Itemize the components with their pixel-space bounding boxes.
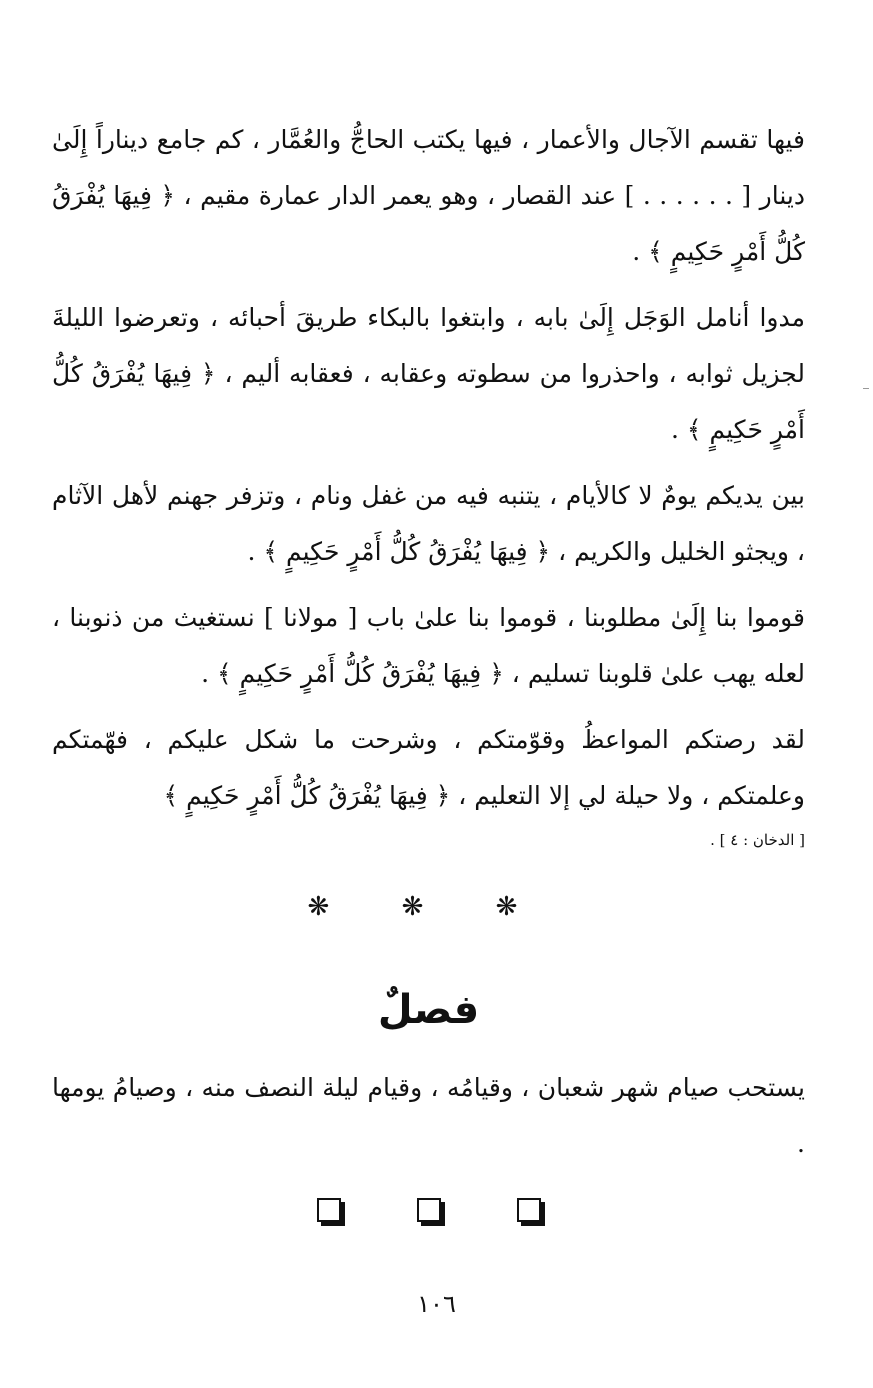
section-title: فصلٌ <box>377 987 480 1033</box>
paragraph-1: فيها تقسم الآجال والأعمار ، فيها يكتب الحاجُّ والعُمَّار ، كم جامع ديناراً إِلَىٰ دينار [ . . . . . . ] عند القصار ، وهو يعمر الدار عمارة مقيم ، ﴿ فِيهَا يُفْرَقُ كُلُّ أَمْرٍ حَكِيمٍ ﴾ . <box>52 125 805 266</box>
end-mark-icon <box>317 1198 341 1222</box>
section-paragraph: يستحب صيام شهر شعبان ، وقيامُه ، وقيام ليلة النصف منه ، وصيامُ يومها . <box>52 1073 805 1158</box>
section-separator: ❋ ❋ ❋ <box>307 892 550 922</box>
page-body <box>52 112 805 1222</box>
page-number: ١٠٦ <box>417 1290 456 1318</box>
quran-reference: [ الدخان : ٤ ] . <box>710 831 805 849</box>
paragraph-4: قوموا بنا إِلَىٰ مطلوبنا ، قوموا بنا علىٰ باب [ مولانا ] نستغيث من ذنوبنا ، لعله يهب علىٰ قلوبنا تسليم ، ﴿ فِيهَا يُفْرَقُ كُلُّ أَمْرٍ حَكِيمٍ ﴾ . <box>52 603 805 688</box>
paragraph-5: لقد رصتكم المواعظُ وقوّمتكم ، وشرحت ما شكل عليكم ، فهّمتكم وعلمتكم ، ولا حيلة لي إلا التعليم ، ﴿ فِيهَا يُفْرَقُ كُلُّ أَمْرٍ حَكِيمٍ ﴾ <box>52 725 805 810</box>
end-mark-icon <box>417 1198 441 1222</box>
end-marks <box>52 1198 805 1222</box>
margin-mark <box>863 388 869 393</box>
paragraph-3: بين يديكم يومٌ لا كالأيام ، يتنبه فيه من غفل ونام ، وتزفر جهنم لأهل الآثام ، ويجثو الخليل والكريم ، ﴿ فِيهَا يُفْرَقُ كُلُّ أَمْرٍ حَكِيمٍ ﴾ . <box>52 481 805 566</box>
end-mark-icon <box>517 1198 541 1222</box>
paragraph-2: مدوا أنامل الوَجَل إِلَىٰ بابه ، وابتغوا بالبكاء طريقَ أحبائه ، وتعرضوا الليلةَ لجزيل ثوابه ، واحذروا من سطوته وعقابه ، فعقابه أليم ، ﴿ فِيهَا يُفْرَقُ كُلُّ أَمْرٍ حَكِيمٍ ﴾ . <box>52 303 805 444</box>
